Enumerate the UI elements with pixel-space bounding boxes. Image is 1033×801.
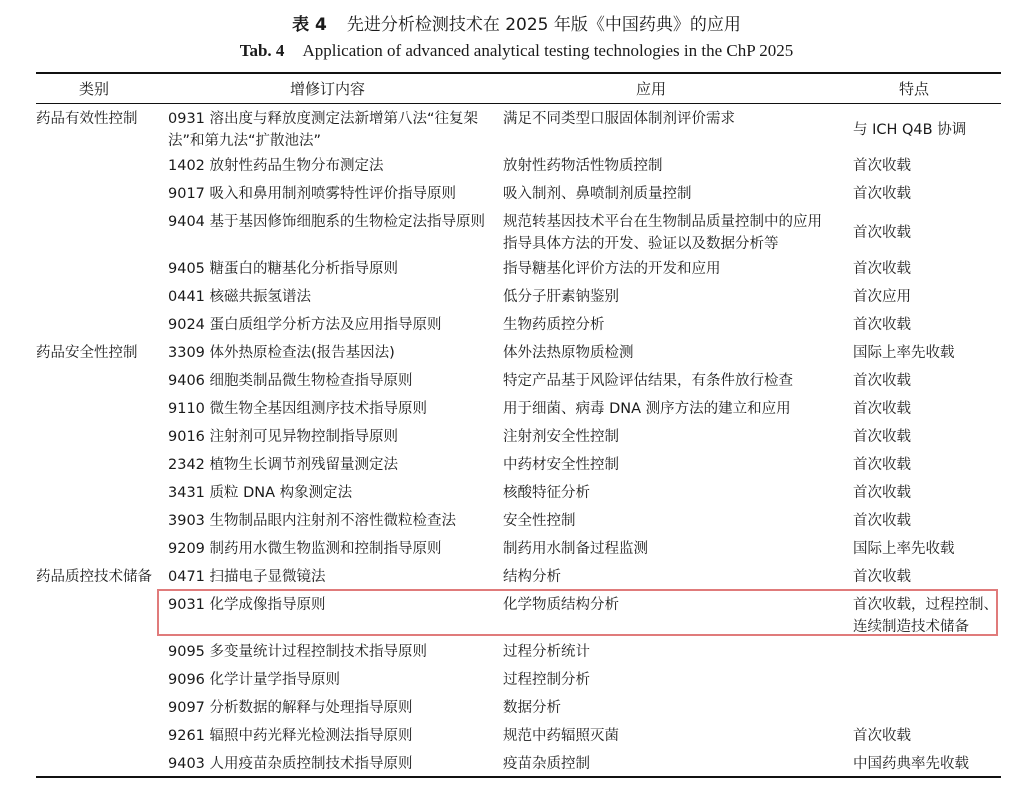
feature-cell xyxy=(853,538,955,560)
feature-cell-line: 首次收载 xyxy=(853,373,911,389)
content-cell-line: 法”和第九法“扩散池法” xyxy=(168,133,322,149)
feature-cell-line: 首次收载 xyxy=(853,186,911,202)
application-cell-line: 结构分析 xyxy=(503,569,561,585)
feature-cell-line: 首次应用 xyxy=(853,289,911,305)
table-label-cn: 表 4 xyxy=(292,15,327,35)
application-cell-line: 过程控制分析 xyxy=(503,672,590,688)
content-cell-line: 9405 糖蛋白的糖基化分析指导原则 xyxy=(168,261,399,277)
application-cell-line: 放射性药物活性物质控制 xyxy=(503,158,663,174)
application-cell xyxy=(503,697,561,719)
content-cell xyxy=(168,108,478,152)
feature-cell-line: 首次收载 xyxy=(853,261,911,277)
feature-cell-line: 连续制造技术储备 xyxy=(853,619,969,635)
application-cell-line: 核酸特征分析 xyxy=(503,485,590,501)
feature-cell xyxy=(853,753,969,775)
application-cell-line: 吸入制剂、鼻喷制剂质量控制 xyxy=(503,186,692,202)
feature-cell-line: 首次收载，过程控制、 xyxy=(853,597,998,613)
feature-cell-line: 首次收载 xyxy=(853,457,911,473)
content-cell-line: 1402 放射性药品生物分布测定法 xyxy=(168,158,384,174)
application-cell xyxy=(503,211,822,255)
content-cell-line: 9406 细胞类制品微生物检查指导原则 xyxy=(168,373,413,389)
table-title-cn: 先进分析检测技术在 2025 年版《中国药典》的应用 xyxy=(346,15,741,35)
feature-cell-line: 国际上率先收载 xyxy=(853,345,955,361)
application-cell xyxy=(503,286,619,308)
application-cell-line: 指导糖基化评价方法的开发和应用 xyxy=(503,261,721,277)
feature-cell xyxy=(853,454,911,476)
application-cell xyxy=(503,342,634,364)
content-cell xyxy=(168,398,427,420)
application-cell-line: 数据分析 xyxy=(503,700,561,716)
content-cell xyxy=(168,426,398,448)
feature-cell-line: 首次收载 xyxy=(853,401,911,417)
feature-cell xyxy=(853,510,911,532)
content-cell xyxy=(168,753,413,775)
content-cell xyxy=(168,211,485,233)
content-cell-line: 9261 辐照中药光释光检测法指导原则 xyxy=(168,728,413,744)
application-cell-line: 制药用水制备过程监测 xyxy=(503,541,648,557)
application-cell xyxy=(503,641,590,663)
application-cell xyxy=(503,566,561,588)
content-cell-line: 3903 生物制品眼内注射剂不溶性微粒检查法 xyxy=(168,513,457,529)
application-cell-line: 疫苗杂质控制 xyxy=(503,756,590,772)
application-cell xyxy=(503,454,619,476)
application-cell xyxy=(503,510,576,532)
feature-cell-line: 首次收载 xyxy=(853,513,911,529)
application-cell-line: 注射剂安全性控制 xyxy=(503,429,619,445)
feature-cell xyxy=(853,398,911,420)
feature-cell xyxy=(853,566,911,588)
content-cell-line: 0471 扫描电子显微镜法 xyxy=(168,569,326,585)
feature-cell xyxy=(853,314,911,336)
application-cell xyxy=(503,314,605,336)
table-title-en: Application of advanced analytical testing technologies in the ChP 2025 xyxy=(302,41,794,60)
application-cell-line: 满足不同类型口服固体制剂评价需求 xyxy=(503,111,735,127)
content-cell xyxy=(168,314,442,336)
feature-cell xyxy=(853,155,911,177)
content-cell-line: 2342 植物生长调节剂残留量测定法 xyxy=(168,457,399,473)
application-cell-line: 规范中药辐照灭菌 xyxy=(503,728,619,744)
application-cell xyxy=(503,669,590,691)
application-cell-line: 化学物质结构分析 xyxy=(503,597,619,613)
application-cell-line: 低分子肝素钠鉴别 xyxy=(503,289,619,305)
application-cell xyxy=(503,155,663,177)
feature-cell-line: 与 ICH Q4B 协调 xyxy=(853,122,967,138)
content-cell-line: 9024 蛋白质组学分析方法及应用指导原则 xyxy=(168,317,442,333)
feature-cell xyxy=(853,426,911,448)
content-cell xyxy=(168,510,456,532)
application-cell xyxy=(503,370,793,392)
category-cell: 药品质控技术储备 xyxy=(36,569,152,585)
content-cell-line: 9097 分析数据的解释与处理指导原则 xyxy=(168,700,413,716)
feature-cell-line: 首次收载 xyxy=(853,225,911,241)
content-cell-line: 9095 多变量统计过程控制技术指导原则 xyxy=(168,644,428,660)
application-cell xyxy=(503,398,791,420)
feature-cell xyxy=(853,725,911,747)
content-cell xyxy=(168,697,413,719)
application-cell xyxy=(503,482,590,504)
application-cell-line: 生物药质控分析 xyxy=(503,317,605,333)
content-cell-line: 9209 制药用水微生物监测和控制指导原则 xyxy=(168,541,442,557)
application-cell xyxy=(503,183,692,205)
application-cell xyxy=(503,426,619,448)
feature-cell xyxy=(853,258,911,280)
feature-cell xyxy=(853,222,911,244)
application-cell-line: 体外法热原物质检测 xyxy=(503,345,634,361)
content-cell-line: 9016 注射剂可见异物控制指导原则 xyxy=(168,429,399,445)
category-cell: 药品安全性控制 xyxy=(36,345,138,361)
application-cell-line: 过程分析统计 xyxy=(503,644,590,660)
feature-cell-line: 首次收载 xyxy=(853,728,911,744)
application-cell-line: 特定产品基于风险评估结果，有条件放行检查 xyxy=(503,373,793,389)
feature-cell-line: 国际上率先收载 xyxy=(853,541,955,557)
header-content: 增修订内容 xyxy=(290,80,366,98)
feature-cell xyxy=(853,482,911,504)
feature-cell-line: 中国药典率先收载 xyxy=(853,756,969,772)
content-cell xyxy=(168,566,326,588)
content-cell xyxy=(168,538,442,560)
feature-cell xyxy=(853,370,911,392)
content-cell-line: 9031 化学成像指导原则 xyxy=(168,597,326,613)
application-cell-line: 用于细菌、病毒 DNA 测序方法的建立和应用 xyxy=(503,401,791,417)
content-cell-line: 0931 溶出度与释放度测定法新增第八法“往复架 xyxy=(168,111,479,127)
content-cell-line: 9096 化学计量学指导原则 xyxy=(168,672,341,688)
content-cell-line: 3431 质粒 DNA 构象测定法 xyxy=(168,485,353,501)
content-cell xyxy=(168,370,413,392)
category-cell: 药品有效性控制 xyxy=(36,111,138,127)
feature-cell-line: 首次收载 xyxy=(853,569,911,585)
application-cell xyxy=(503,258,721,280)
content-cell-line: 9403 人用疫苗杂质控制技术指导原则 xyxy=(168,756,413,772)
feature-cell xyxy=(853,342,955,364)
content-cell-line: 0441 核磁共振氢谱法 xyxy=(168,289,312,305)
feature-cell-line: 首次收载 xyxy=(853,429,911,445)
application-cell-line: 安全性控制 xyxy=(503,513,576,529)
feature-cell-line: 首次收载 xyxy=(853,158,911,174)
feature-cell xyxy=(853,183,911,205)
application-cell-line: 中药材安全性控制 xyxy=(503,457,619,473)
content-cell xyxy=(168,342,395,364)
content-cell xyxy=(168,482,352,504)
highlight-box xyxy=(157,589,998,636)
feature-cell xyxy=(853,119,966,141)
content-cell xyxy=(168,155,384,177)
application-cell-line: 指导具体方法的开发、验证以及数据分析等 xyxy=(503,236,779,252)
content-cell xyxy=(168,669,340,691)
table-label-en: Tab. 4 xyxy=(239,41,285,60)
application-cell xyxy=(503,725,619,747)
content-cell-line: 9404 基于基因修饰细胞系的生物检定法指导原则 xyxy=(168,214,486,230)
feature-cell-line: 首次收载 xyxy=(853,317,911,333)
content-cell xyxy=(168,183,456,205)
content-cell xyxy=(168,286,311,308)
header-category: 类别 xyxy=(79,80,110,98)
header-feature: 特点 xyxy=(899,80,930,98)
content-cell-line: 9110 微生物全基因组测序技术指导原则 xyxy=(168,401,428,417)
feature-cell xyxy=(853,286,911,308)
content-cell xyxy=(168,258,398,280)
application-cell xyxy=(503,538,648,560)
content-cell xyxy=(168,725,413,747)
content-cell xyxy=(168,641,427,663)
content-cell xyxy=(168,454,398,476)
application-cell-line: 规范转基因技术平台在生物制品质量控制中的应用 xyxy=(503,214,822,230)
header-application: 应用 xyxy=(636,80,667,98)
application-cell xyxy=(503,753,590,775)
content-cell-line: 3309 体外热原检查法(报告基因法) xyxy=(168,345,395,361)
content-cell-line: 9017 吸入和鼻用制剂喷雾特性评价指导原则 xyxy=(168,186,457,202)
feature-cell-line: 首次收载 xyxy=(853,485,911,501)
application-cell xyxy=(503,108,735,130)
